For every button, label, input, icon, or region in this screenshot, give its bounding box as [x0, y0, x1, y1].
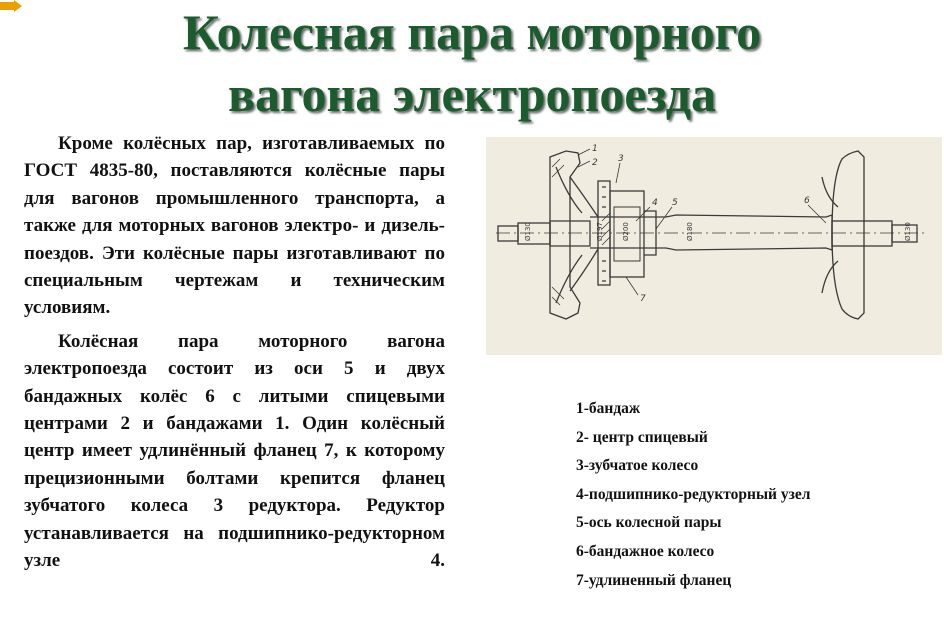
callout-7: 7 — [640, 294, 646, 304]
dimension-label: Ø197 — [596, 222, 604, 241]
title-line-2: вагона электропоезда — [228, 66, 716, 122]
wheelset-diagram — [486, 137, 942, 355]
paragraph-2: Колёсная пара моторного вагона электропоезда состоит из оси 5 и двух бандажных колёс 6 с литыми спицевыми центрами 2 и бандажами 1. Один колёсный центр имеет удлинённый фланец 7, к которому прецизионными болтами крепится фланец зубчатого колеса 3 редуктора. Редуктор устанавливается на подшипнико-редукторном узле 4. — [24, 330, 445, 572]
callout-1: 1 — [592, 144, 598, 154]
dimension-label: Ø180 — [686, 222, 694, 241]
callout-2: 2 — [592, 158, 598, 168]
legend-item: 6-бандажное колесо — [576, 542, 715, 560]
callout-4: 4 — [652, 198, 658, 208]
dimension-label: Ø130 — [524, 222, 532, 241]
legend-list — [576, 395, 936, 595]
dimension-label: Ø200 — [622, 222, 630, 241]
callout-6: 6 — [804, 196, 810, 206]
legend-item: 1-бандаж — [576, 400, 641, 417]
paragraph-1: Кроме колёсных пар, изготавливаемых по ГОСТ 4835-80, поставляются колёсные пары для вагонов промышленного транспорта, а также для моторных вагонов электро- и дизель-поездов. Эти колёсные пары изготавливают по специальным чертежам и техническим условиям. — [24, 133, 445, 319]
legend-item: 3-зубчатое колесо — [576, 457, 699, 475]
legend-item: 7-удлиненный фланец — [576, 571, 732, 589]
dimension-label: Ø130 — [904, 222, 912, 241]
callout-3: 3 — [618, 154, 624, 164]
wheelset-drawing — [486, 137, 942, 355]
title-line-1: Колесная пара моторного — [182, 4, 762, 60]
legend-item: 5-ось колесной пары — [576, 514, 722, 532]
callout-5: 5 — [672, 198, 678, 208]
body-text — [24, 130, 445, 575]
legend-item: 4-подшипнико-редукторный узел — [576, 485, 811, 503]
legend-item: 2- центр спицевый — [576, 428, 708, 446]
